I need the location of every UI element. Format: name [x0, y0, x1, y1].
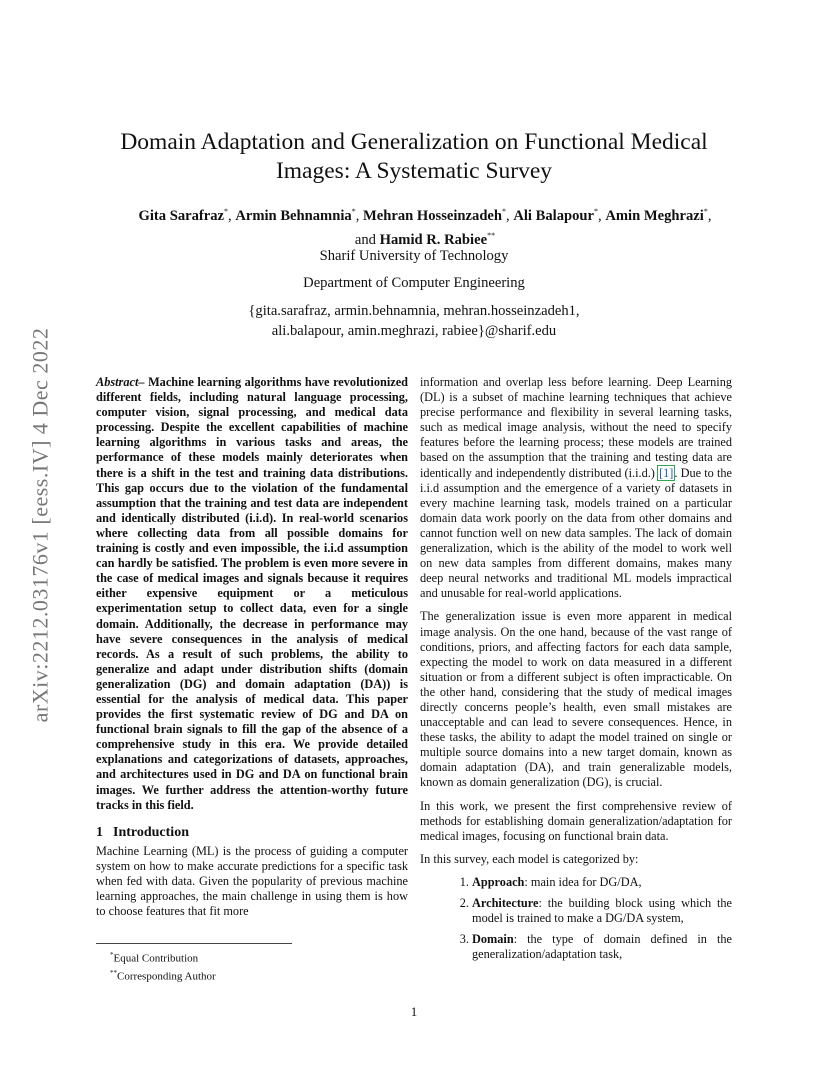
list-term: Domain	[472, 932, 514, 947]
abstract-text: Machine learning algorithms have revolutionized different fields, including natural language processing, computer vision, signal processing, and medical data processing. Despite the excellent capabilities of machine learning algorithms in various tasks and areas, the performance of these models mainly deteriorates when there is a shift in the test and training data distributions. This gap occurs due to the violation of the fundamental assumption that the training and test data are independent and identically distributed (i.i.d). In real-world scenarios where collecting data from all possible domains for training is costly and even impossible, the i.i.d assumption can hardly be satisfied. The problem is even more severe in the case of medical images and signals because it requires either expensive equipment or a meticulous experimentation setup to collect data, even for a single domain. Additionally, the decrease in performance may have severe consequences in the analysis of medical records. As a result of such problems, the ability to generalize and adapt under distribution shifts (domain generalization (DG) and domain adaptation (DA)) is essential for the analysis of medical data. This paper provides the first systematic review of DG and DA on functional brain signals to fill the gap of the absence of a comprehensive study in this era. We provide detailed explanations and categorizations of datasets, approaches, and architectures used in DG and DA on functional brain images. We further address the attention-worthy future tracks in this field.	[96, 375, 408, 812]
abstract	[96, 375, 408, 813]
paragraph-text: information and overlap less before learning. Deep Learning (DL) is a subset of machine learning techniques that achieve precise performance and flexibility in several learning tasks, such as medical image analysis, without the need to specify features before the learning process; these models are trained based on the assumption that the training and testing data are identically and independently distributed (i.i.d.)	[420, 375, 732, 480]
author-name: Ali Balapour	[513, 207, 595, 224]
list-item	[472, 896, 732, 926]
authors-and: and	[354, 231, 376, 248]
author-mark: *	[703, 207, 708, 216]
author-list	[95, 202, 755, 250]
intro-paragraph-1: Machine Learning (ML) is the process of guiding a computer system on how to make accurate predictions for a specific task when fed with data. Given the popularity of previous machine learning approaches, the main challenge in using them is how to choose features that fit more	[96, 843, 408, 919]
list-term: Approach	[472, 874, 525, 889]
citation-link[interactable]: [1]	[659, 465, 674, 480]
author-separator: ,	[228, 207, 236, 224]
right-column	[420, 375, 732, 968]
footnote-rule	[96, 943, 292, 944]
author-name: Gita Sarafraz	[138, 207, 225, 224]
author-separator: ,	[598, 207, 606, 224]
body-paragraph-4: In this survey, each model is categorized by:	[420, 851, 639, 866]
author-name: Armin Behnamnia	[235, 207, 352, 224]
list-item	[472, 875, 732, 890]
abstract-lead: Abstract–	[96, 375, 145, 389]
footnote-mark: *	[110, 951, 114, 959]
list-item	[472, 932, 732, 962]
author-mark: *	[502, 207, 507, 216]
left-column	[96, 375, 408, 927]
title-line-1: Domain Adaptation and Generalization on Functional Medical	[120, 129, 708, 155]
email-addresses	[100, 301, 728, 341]
arxiv-sidebar	[20, 290, 60, 760]
author-name: Hamid R. Rabiee	[379, 231, 488, 248]
emails-line-2: ali.balapour, amin.meghrazi, rabiee}@sharif.edu	[271, 323, 557, 339]
footnote-text: Equal Contribution	[113, 952, 199, 965]
arxiv-identifier: arXiv:2212.03176v1 [eess.IV] 4 Dec 2022	[27, 327, 53, 723]
body-paragraph-2: The generalization issue is even more apparent in medical image analysis. On the one hand, because of the vast range of conditions, priors, and affecting factors for each data sample, expecting the model to work on data measured in a different situation or from a different subject is often impracticable. On the other hand, considering that the study of medical images directly concerns people’s health, even small mistakes are unacceptable and can lead to severe consequences. Hence, in these tasks, the ability to adapt the model trained on single or multiple source domains into a new target domain, known as domain adaptation (DA), and train generalizable models, known as domain generalization (DG), is crucial.	[420, 609, 732, 790]
title-line-2: Images: A Systematic Survey	[275, 158, 553, 184]
body-paragraph-1	[420, 375, 732, 601]
author-name: Mehran Hosseinzadeh	[362, 207, 503, 224]
author-mark: *	[224, 207, 229, 216]
author-name: Amin Meghrazi	[605, 207, 704, 224]
footnote	[96, 948, 408, 966]
author-mark: *	[351, 207, 356, 216]
university: Sharif University of Technology	[319, 248, 509, 264]
emails-line-1: {gita.sarafraz, armin.behnamnia, mehran.hosseinzadeh1,	[248, 303, 580, 319]
footnotes	[96, 943, 408, 984]
list-desc: : the type of domain defined in the generalization/adaptation task,	[472, 932, 732, 962]
paper-title	[100, 128, 728, 186]
author-separator: ,	[707, 207, 712, 224]
footnote-mark: **	[110, 969, 117, 978]
section-heading-introduction	[96, 825, 408, 840]
page-number: 1	[410, 1004, 418, 1019]
author-mark: **	[487, 230, 496, 240]
footnote-text: Corresponding Author	[117, 970, 216, 983]
list-desc: : main idea for DG/DA,	[524, 874, 642, 889]
author-separator: ,	[506, 207, 514, 224]
author-separator: ,	[355, 207, 363, 224]
section-title: Introduction	[113, 824, 189, 840]
paragraph-text: . Due to the i.i.d assumption and the emergence of a variety of datasets in every machine learning task, models trained on a particular domain data work poorly on the data from other domains and cannot function well on new data samples. The lack of domain generalization, which is the ability of the model to work well on new data samples from different domains, makes many deep neural networks and traditional ML models impractical and unusable for real-world applications.	[420, 465, 733, 601]
author-mark: *	[594, 207, 599, 216]
section-number: 1	[96, 824, 103, 840]
category-list	[420, 875, 732, 962]
list-term: Architecture	[472, 896, 539, 910]
list-desc: : the building block using which the model is trained to make a DG/DA system,	[472, 896, 732, 926]
footnote	[96, 966, 408, 984]
department: Department of Computer Engineering	[303, 275, 525, 291]
body-paragraph-3: In this work, we present the first comprehensive review of methods for establishing domain generalization/adaptation for medical images, focusing on functional brain data.	[420, 798, 732, 843]
